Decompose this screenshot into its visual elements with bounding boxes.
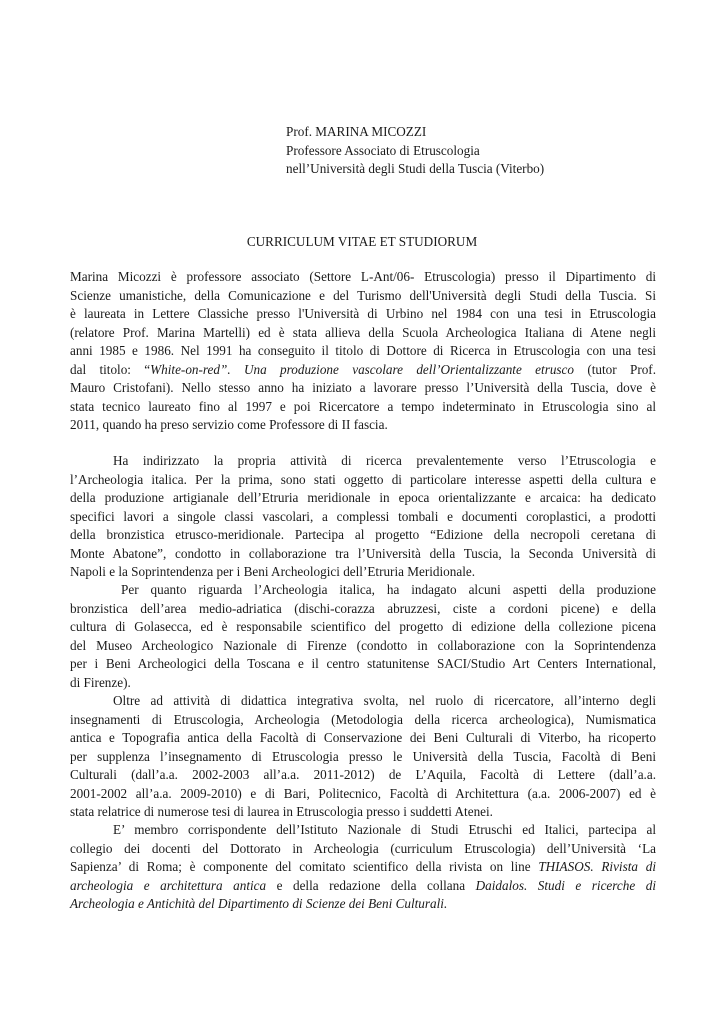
paragraph-line: E’ membro corrispondente dell’Istituto Nazionale di Studi Etruschi ed Italici, partecipa al: [113, 822, 656, 837]
paragraph-line: Scienze umanistiche, della Comunicazione e del Turismo dell'Università degli Studi della Tuscia. Si: [70, 287, 656, 303]
paragraph-line: antica e Topografia antica della Facoltà di Conservazione dei Beni Culturali di Viterbo, ha ricoperto: [70, 730, 656, 746]
author-header: [286, 123, 544, 179]
text-segment: dal titolo: “: [70, 361, 151, 377]
paragraph-line: [70, 877, 656, 896]
paragraph-line: Per quanto riguarda l’Archeologia italica, ha indagato alcuni aspetti della produzione: [121, 582, 656, 597]
paragraph-line: collegio dei docenti del Dottorato in Archeologia (curriculum Etruscologia) dell’Università ‘La: [70, 840, 656, 856]
paragraph-line: specifici lavori a singole classi vascolari, a complessi tombali e documenti coroplastici, a prodotti: [70, 508, 656, 524]
paragraph-intro: [70, 268, 656, 435]
document-title: CURRICULUM VITAE ET STUDIORUM: [246, 234, 478, 249]
paragraph-line: del Museo Archeologico Nazionale di Firenze (condotto in collaborazione con la Soprintendenza: [70, 637, 656, 653]
paragraph-line: insegnamenti di Etruscologia, Archeologia (Metodologia della ricerca archeologica), Numismatica: [70, 711, 656, 727]
paragraph-line: stata relatrice di numerose tesi di laurea in Etruscologia presso i suddetti Atenei.: [70, 804, 493, 820]
paragraph-line: 2011, quando ha preso servizio come Professore di II fascia.: [70, 417, 388, 433]
paragraph-line: della produzione artigianale dell’Etruria meridionale in epoca orientalizzante e arcaica: ha dedicato: [70, 490, 656, 506]
paragraph-line: stata tecnico laureato fino al 1997 e poi Ricercatore a tempo indeterminato in Etruscologia sino al: [70, 398, 656, 414]
paragraph-memberships: [70, 821, 656, 914]
paragraph-line: l’Archeologia italica. Per la prima, sono stati oggetto di particolare interesse aspetti della cultura e: [70, 471, 656, 487]
paragraph-line: di Firenze).: [70, 674, 131, 690]
paragraph-italic-archaeology: [70, 581, 656, 692]
paragraph-teaching: [70, 692, 656, 822]
paragraph-research: [70, 452, 656, 582]
paragraph-line: Monte Abatone”, condotto in collaborazione tra l’Università della Tuscia, la Seconda Università di: [70, 545, 656, 561]
paragraph-line: anni 1985 e 1986. Nel 1991 ha conseguito il titolo di Dottore di Ricerca in Etruscologia con una tesi: [70, 343, 656, 359]
journal-title-cont: archeologia e architettura antica: [70, 877, 267, 893]
paragraph-line: Oltre ad attività di didattica integrativa svolta, nel ruolo di ricercatore, all’interno degli: [113, 693, 656, 708]
text-segment: (tutor Prof.: [574, 361, 656, 377]
paragraph-line: della bronzistica etrusco-meridionale. Partecipa al progetto “Edizione della necropoli ceretana di: [70, 527, 656, 543]
paragraph-line: [70, 895, 656, 914]
author-affiliation: nell’Università degli Studi della Tuscia (Viterbo): [286, 161, 545, 177]
author-name: Prof. MARINA MICOZZI: [286, 124, 427, 139]
paragraph-line: 2001-2002 all’a.a. 2009-2010) e di Bari, Politecnico, Facoltà di Architettura (a.a. 2006-2007) ed è: [70, 785, 656, 801]
author-role: Professore Associato di Etruscologia: [286, 142, 480, 158]
series-title-cont: Archeologia e Antichità del Dipartimento di Scienze dei Beni Culturali.: [70, 896, 448, 912]
paragraph-line: Marina Micozzi è professore associato (Settore L-Ant/06- Etruscologia) presso il Dipartimento di: [70, 269, 656, 284]
paragraph-line: Napoli e la Soprintendenza per i Beni Archeologici dell’Etruria Meridionale.: [70, 564, 476, 580]
thesis-title: White-on-red”. Una produzione vascolare dell’Orientalizzante etrusco: [150, 361, 574, 377]
paragraph-line: Mauro Cristofani). Nello stesso anno ha iniziato a lavorare presso l’Università della Tuscia, dove è: [70, 380, 656, 396]
paragraph-line: per i Beni Archeologici della Toscana e il centro statunitense SACI/Studio Art Centers International,: [70, 656, 656, 672]
text-segment: Sapienza’ di Roma; è componente del comitato scientifico della rivista on line: [70, 859, 539, 875]
paragraph-line: bronzistica dell’area medio-adriatica (dischi-corazza abruzzesi, ciste a cordoni picene) e della: [70, 600, 656, 616]
series-title: Daidalos. Studi e ricerche di: [475, 877, 656, 893]
paragraph-line: è laureata in Lettere Classiche presso l'Università di Urbino nel 1984 con una tesi in Etruscologia: [70, 306, 656, 322]
paragraph-line: [70, 361, 656, 380]
text-segment: e della redazione della collana: [266, 877, 476, 893]
paragraph-line: Culturali (dall’a.a. 2002-2003 all’a.a. 2011-2012) de L’Aquila, Facoltà di Lettere (dall’a.a.: [70, 767, 656, 783]
paragraph-line: per supplenza l’insegnamento di Etruscologia presso le Università della Tuscia, Facoltà di Beni: [70, 748, 656, 764]
paragraph-line: Ha indirizzato la propria attività di ricerca prevalentemente verso l’Etruscologia e: [113, 453, 656, 468]
paragraph-line: [70, 858, 656, 877]
paragraph-line: (relatore Prof. Marina Martelli) ed è stata allieva della Scuola Archeologica Italiana di Atene negli: [70, 324, 656, 340]
journal-title: THIASOS. Rivista di: [538, 859, 656, 875]
paragraph-line: cultura di Golasecca, ed è responsabile scientifico del progetto di edizione della collezione picena: [70, 619, 656, 635]
